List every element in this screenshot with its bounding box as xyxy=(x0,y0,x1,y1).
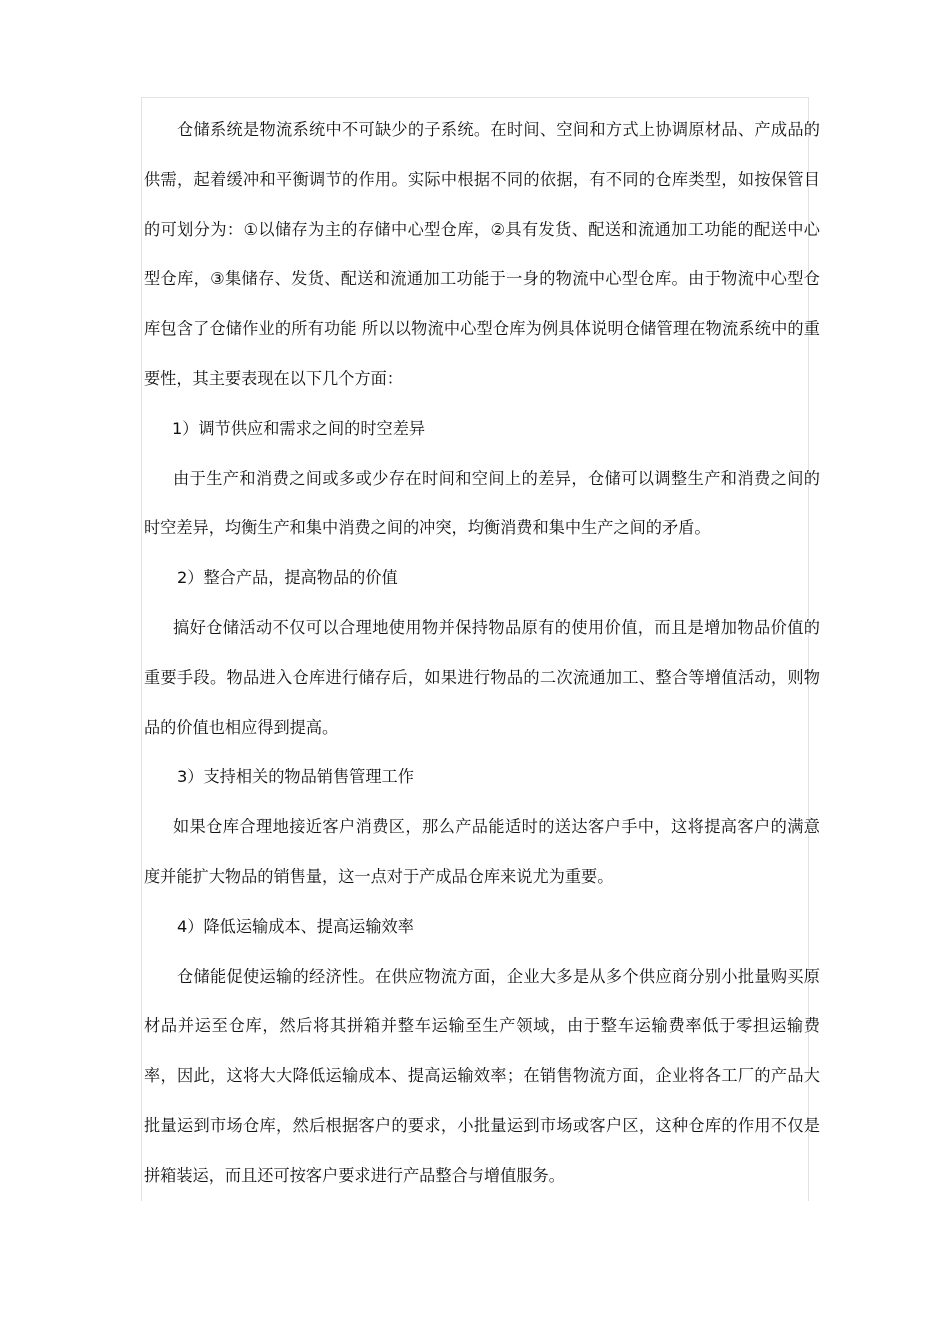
section-heading-1: 1）调节供应和需求之间的时空差异 xyxy=(172,418,426,438)
section-body-1: 由于生产和消费之间或多或少存在时间和空间上的差异，仓储可以调整生产和消费之间的时空差异，均衡生产和集中消费之间的冲突，均衡消费和集中生产之间的矛盾。 xyxy=(144,468,820,538)
section-body-3: 如果仓库合理地接近客户消费区，那么产品能适时的送达客户手中，这将提高客户的满意度并能扩大物品的销售量，这一点对于产成品仓库来说尤为重要。 xyxy=(144,817,820,886)
document-body xyxy=(144,105,820,1201)
section-body-2: 搞好仓储活动不仅可以合理地使用物并保持物品原有的使用价值，而且是增加物品价值的重要手段。物品进入仓库进行储存后，如果进行物品的二次流通加工、整合等增值活动，则物品的价值也相应得到提高。 xyxy=(144,617,820,737)
section-heading-3: 3）支持相关的物品销售管理工作 xyxy=(177,767,414,787)
section-body-4: 仓储能促使运输的经济性。在供应物流方面，企业大多是从多个供应商分别小批量购买原材品并运至仓库，然后将其拼箱并整车运输至生产领域，由于整车运输费率低于零担运输费率，因此，这将大大降低运输成本、提高运输效率；在销售物流方面，企业将各工厂的产品大批量运到市场仓库，然后根据客户的要求，小批量运到市场或客户区，这种仓库的作用不仅是拼箱装运，而且还可按客户要求进行产品整合与增值服务。 xyxy=(144,966,820,1185)
section-heading-4: 4）降低运输成本、提高运输效率 xyxy=(177,916,414,936)
intro-paragraph: 仓储系统是物流系统中不可缺少的子系统。在时间、空间和方式上协调原材品、产成品的供需，起着缓冲和平衡调节的作用。实际中根据不同的依据，有不同的仓库类型，如按保管目的可划分为：①以储存为主的存储中心型仓库，②具有发货、配送和流通加工功能的配送中心型仓库，③集储存、发货、配送和流通加工功能于一身的物流中心型仓库。由于物流中心型仓库包含了仓储作业的所有功能 所以以物流中心型仓库为例具体说明仓储管理在物流系统中的重要性，其主要表现在以下几个方面： xyxy=(144,120,820,388)
section-heading-2: 2）整合产品，提高物品的价值 xyxy=(177,568,398,588)
